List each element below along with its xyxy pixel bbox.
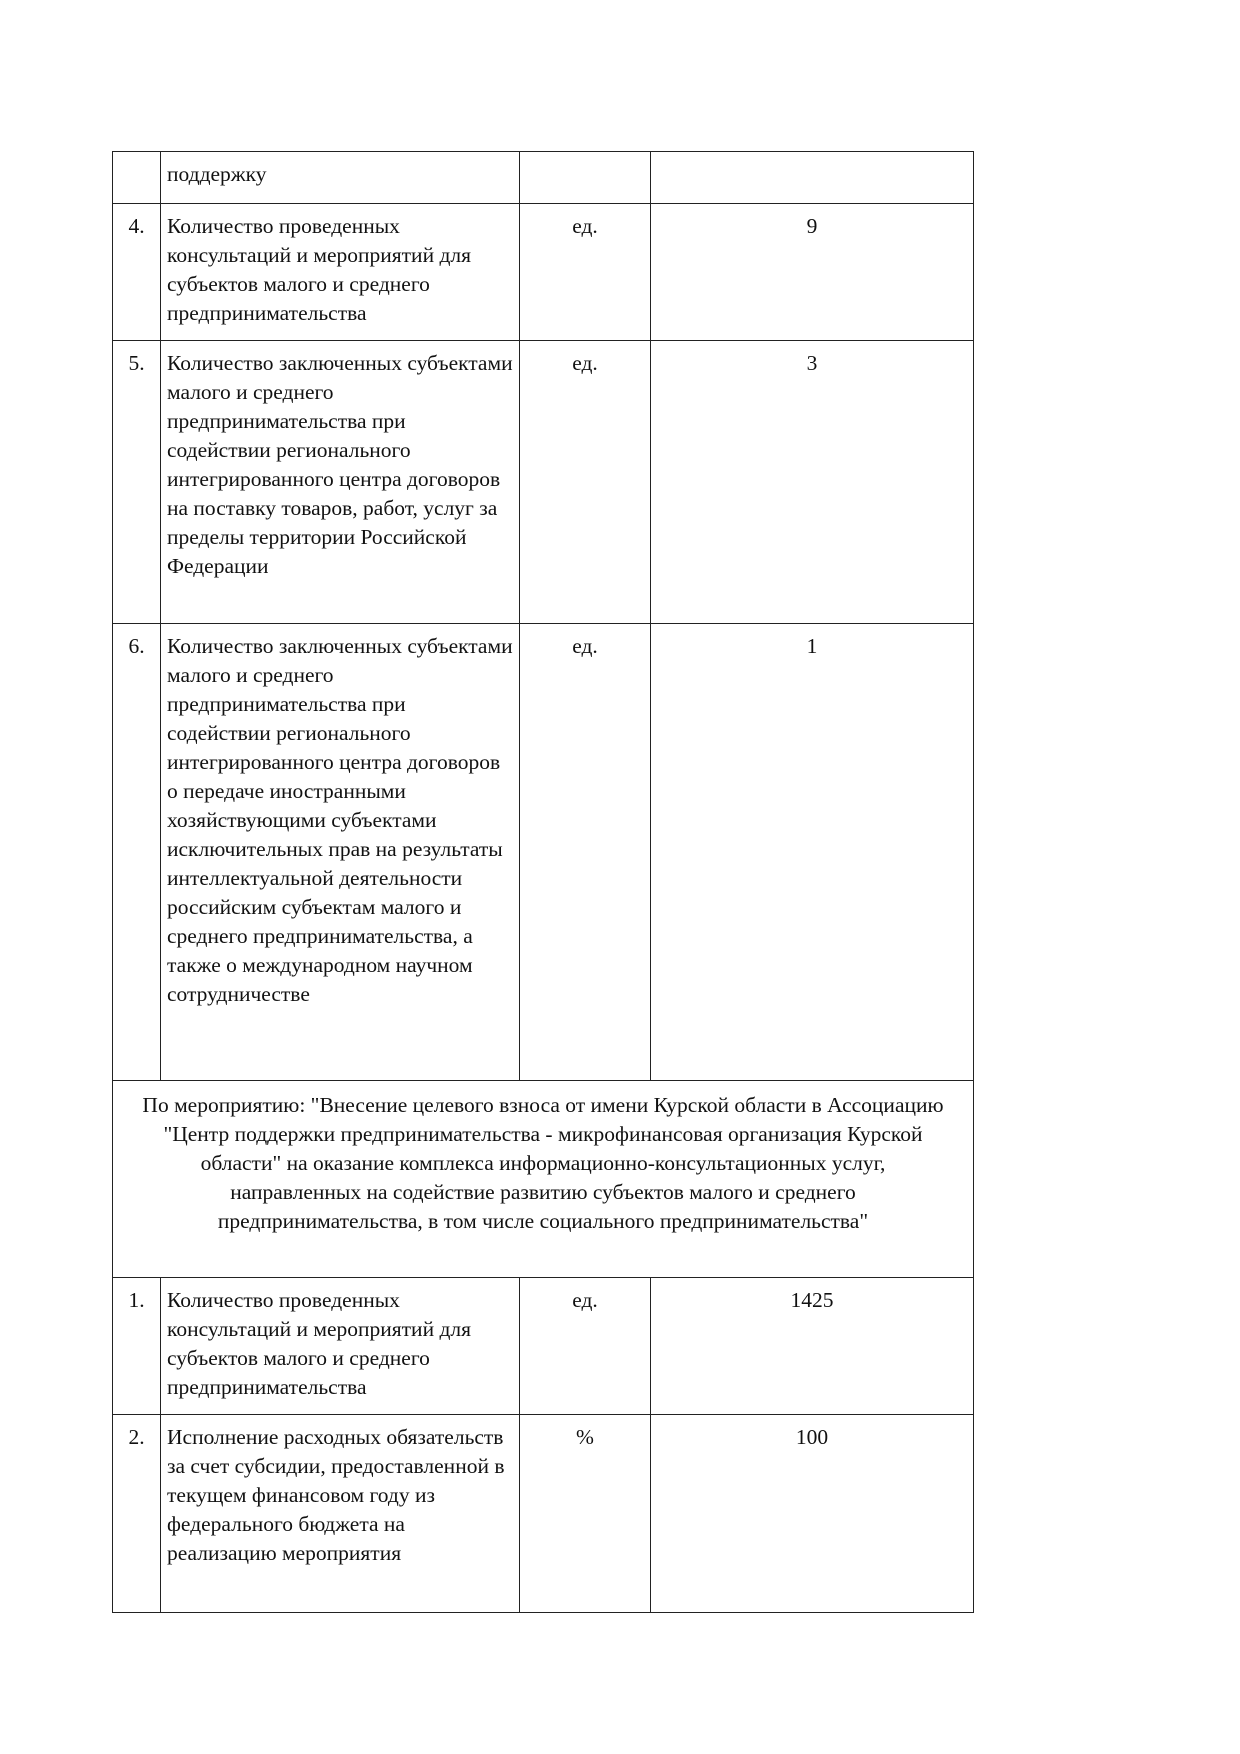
table-row bbox=[113, 1278, 974, 1415]
row-number: 4. bbox=[113, 204, 161, 341]
indicator-name: Количество проведенных консультаций и мероприятий для субъектов малого и среднего предпринимательства bbox=[161, 1278, 520, 1415]
indicator-name: Количество заключенных субъектами малого и среднего предпринимательства при содействии регионального интегрированного центра договоров на поставку товаров, работ, услуг за пределы территории Российской Федерации bbox=[161, 341, 520, 624]
unit: ед. bbox=[520, 624, 651, 1081]
section-row bbox=[113, 1081, 974, 1278]
unit: % bbox=[520, 1415, 651, 1613]
value: 100 bbox=[651, 1415, 974, 1613]
value bbox=[651, 152, 974, 204]
row-number: 2. bbox=[113, 1415, 161, 1613]
table-row bbox=[113, 341, 974, 624]
row-number: 1. bbox=[113, 1278, 161, 1415]
unit: ед. bbox=[520, 204, 651, 341]
unit: ед. bbox=[520, 341, 651, 624]
indicator-name: Количество заключенных субъектами малого и среднего предпринимательства при содействии регионального интегрированного центра договоров о передаче иностранными хозяйствующими субъектами исключительных прав на результаты интеллектуальной деятельности российским субъектам малого и среднего предпринимательства, а также о международном научном сотрудничестве bbox=[161, 624, 520, 1081]
table-row bbox=[113, 1415, 974, 1613]
table-row bbox=[113, 152, 974, 204]
table-row bbox=[113, 204, 974, 341]
table-row bbox=[113, 624, 974, 1081]
value: 1425 bbox=[651, 1278, 974, 1415]
indicators-table bbox=[112, 151, 974, 1613]
row-number bbox=[113, 152, 161, 204]
value: 3 bbox=[651, 341, 974, 624]
unit bbox=[520, 152, 651, 204]
value: 1 bbox=[651, 624, 974, 1081]
unit: ед. bbox=[520, 1278, 651, 1415]
value: 9 bbox=[651, 204, 974, 341]
indicator-name: поддержку bbox=[161, 152, 520, 204]
section-title: По мероприятию: "Внесение целевого взноса от имени Курской области в Ассоциацию "Центр поддержки предпринимательства - микрофинансовая организация Курской области" на оказание комплекса информационно-консультационных услуг, направленных на содействие развитию субъектов малого и среднего предпринимательства, в том числе социального предпринимательства" bbox=[113, 1081, 974, 1278]
row-number: 5. bbox=[113, 341, 161, 624]
indicator-name: Количество проведенных консультаций и мероприятий для субъектов малого и среднего предпринимательства bbox=[161, 204, 520, 341]
row-number: 6. bbox=[113, 624, 161, 1081]
indicator-name: Исполнение расходных обязательств за счет субсидии, предоставленной в текущем финансовом году из федерального бюджета на реализацию мероприятия bbox=[161, 1415, 520, 1613]
